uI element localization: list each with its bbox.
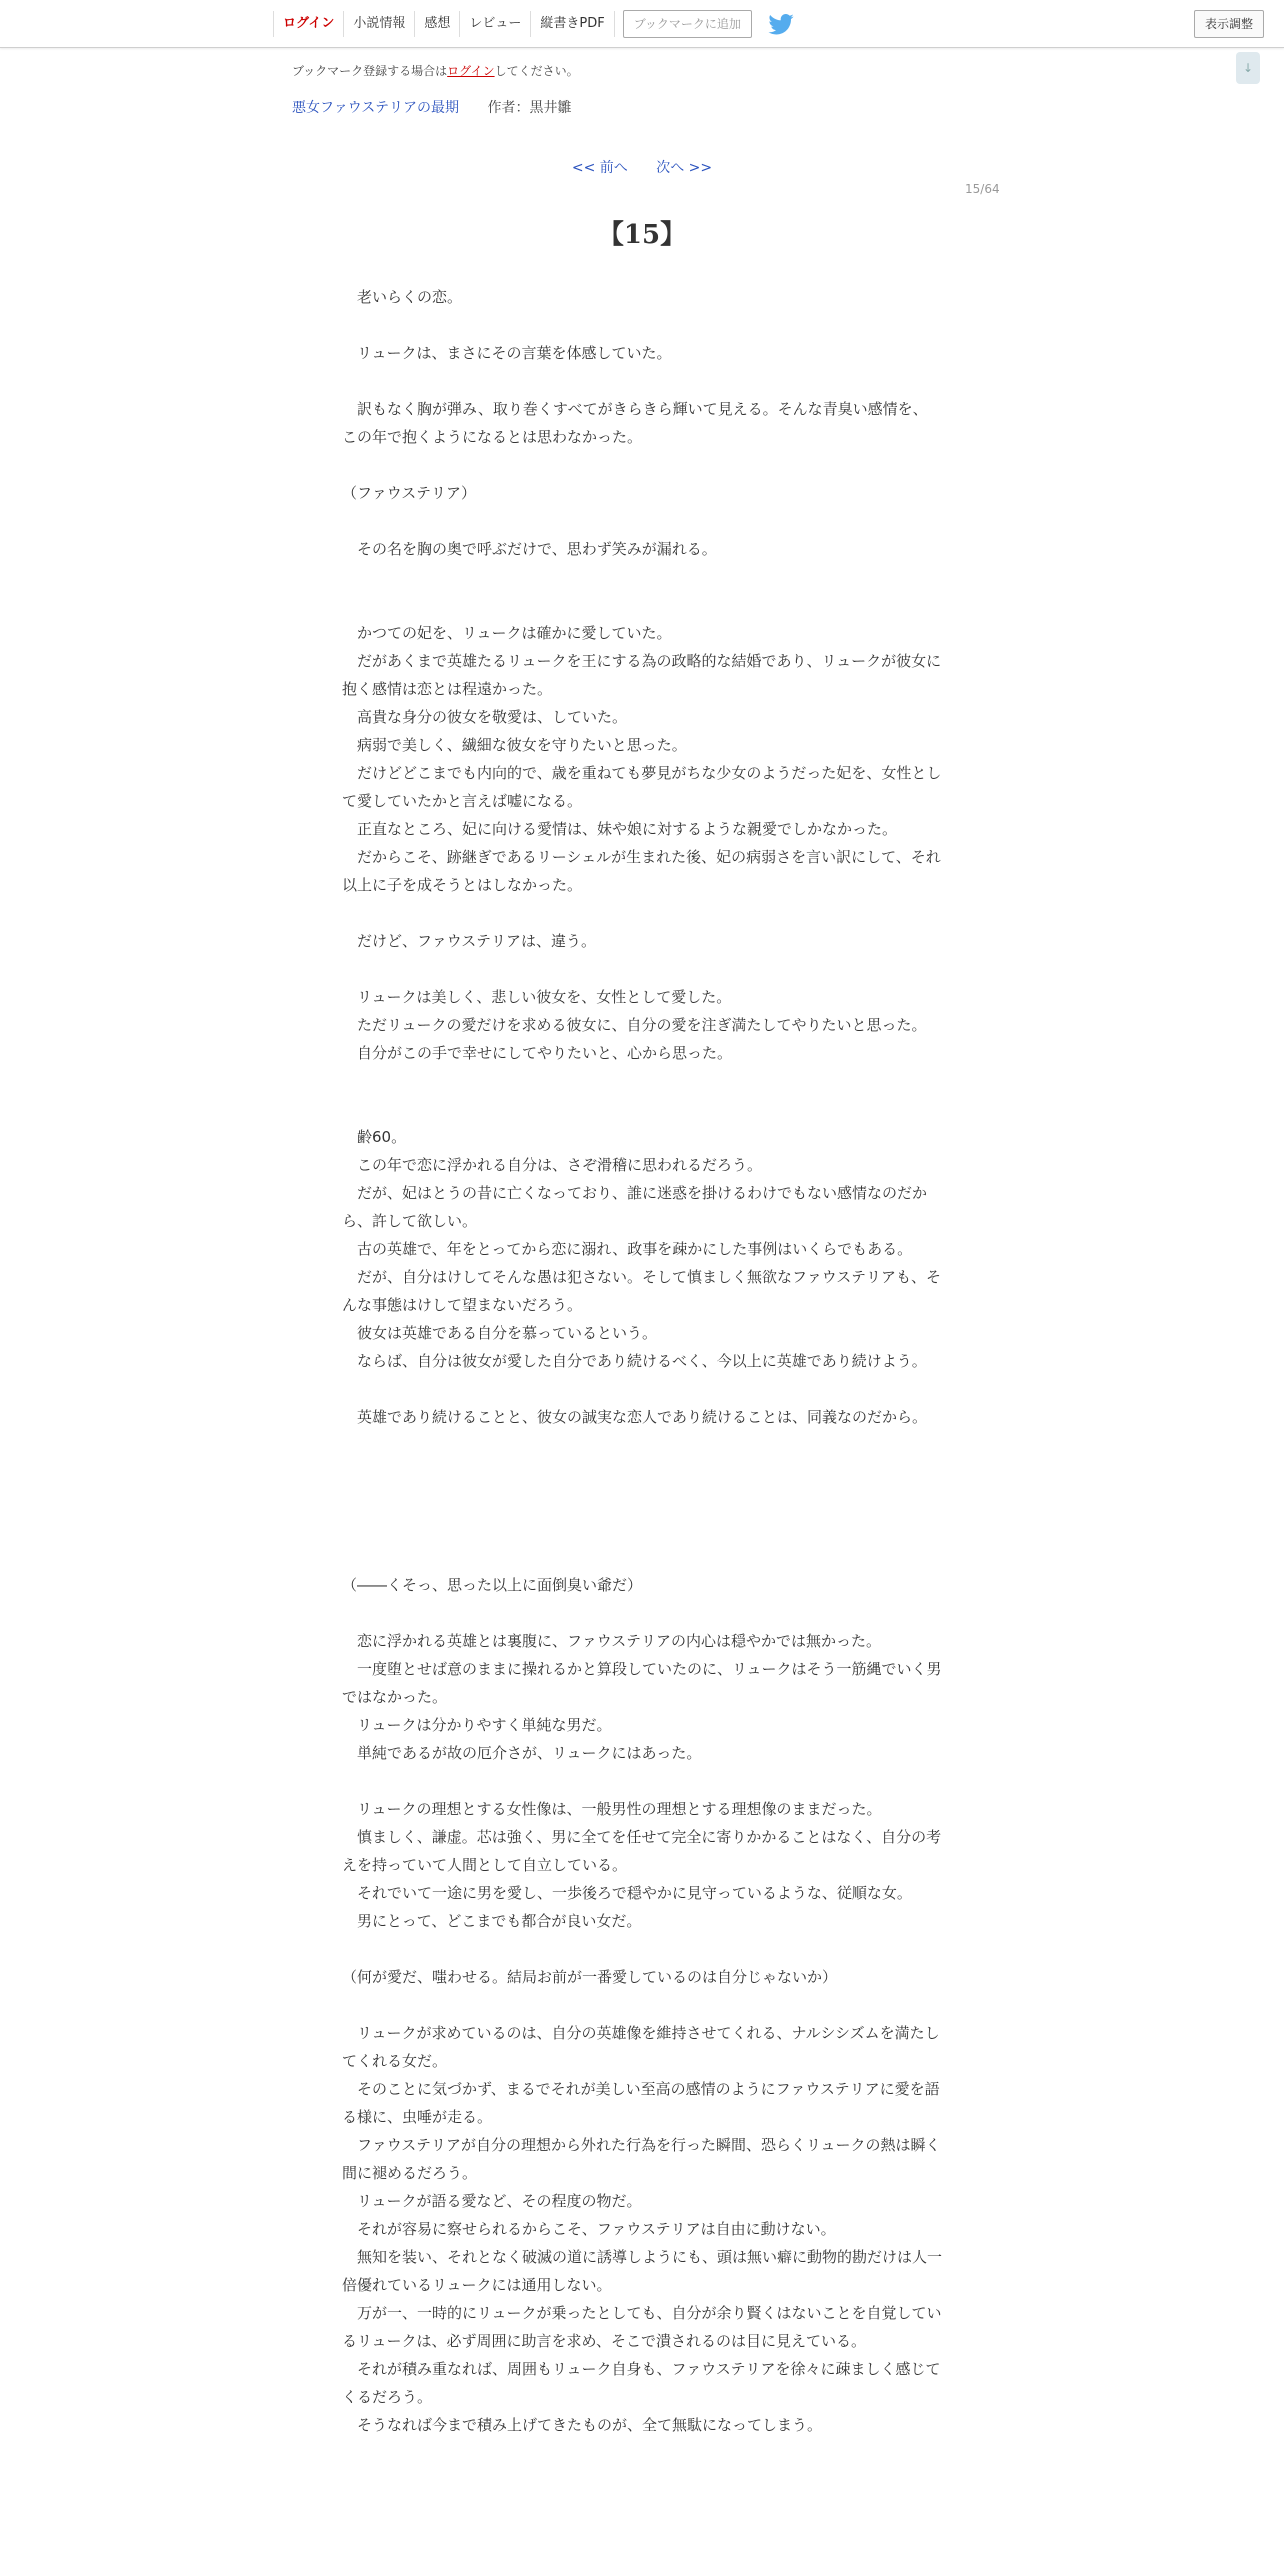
impressions-link[interactable]: 感想: [414, 11, 459, 37]
novel-title-row: [292, 97, 571, 117]
author-name: 作者：黒井雛: [487, 100, 572, 116]
vertical-pdf-link[interactable]: 縦書きPDF: [530, 11, 614, 37]
chapter-pager: [0, 157, 1284, 177]
scroll-down-icon[interactable]: ↓: [1236, 52, 1260, 84]
chapter-title: 【15】: [597, 220, 687, 250]
prev-chapter-link[interactable]: << 前へ: [571, 160, 628, 176]
notice-suffix: してください。: [494, 64, 579, 78]
chapter-body-text: 老いらくの恋。 リュークは、まさにその言葉を体感していた。 訳もなく胸が弾み、取り巻くすべてがきらきら輝いて見える。そんな青臭い感情を、この年で抱くようになるとは思わなかった。 （ファウステリア） その名を胸の奥で呼ぶだけで、思わず笑みが漏れる。 かつての妃を、リュークは確かに愛していた。 だがあくまで英雄たるリュークを王にする為の政略的な結婚であり、リュークが彼女に抱く感情は恋とは程遠かった。 高貴な身分の彼女を敬愛は、していた。 病弱で美しく、繊細な彼女を守りたいと思った。 だけどどこまでも内向的で、歳を重ねても夢見がちな少女のようだった妃を、女性として愛していたかと言えば嘘になる。 正直なところ、妃に向ける愛情は、妹や娘に対するような親愛でしかなかった。 だからこそ、跡継ぎであるリーシェルが生まれた後、妃の病弱さを言い訳にして、それ以上に子を成そうとはしなかった。 だけど、ファウステリアは、違う。 リュークは美しく、悲しい彼女を、女性として愛した。 ただリュークの愛だけを求める彼女に、自分の愛を注ぎ満たしてやりたいと思った。 自分がこの手で幸せにしてやりたいと、心から思った。 齢60。 この年で恋に浮かれる自分は、さぞ滑稽に思われるだろう。 だが、妃はとうの昔に亡くなっており、誰に迷惑を掛けるわけでもない感情なのだから、許して欲しい。 古の英雄で、年をとってから恋に溺れ、政事を疎かにした事例はいくらでもある。 だが、自分はけしてそんな愚は犯さない。そして慎ましく無欲なファウステリアも、そんな事態はけして望まないだろう。 彼女は英雄である自分を慕っているという。 ならば、自分は彼女が愛した自分であり続けるべく、今以上に英雄であり続けよう。 英雄であり続けることと、彼女の誠実な恋人であり続けることは、同義なのだから。 （――くそっ、思った以上に面倒臭い爺だ） 恋に浮かれる英雄とは裏腹に、ファウステリアの内心は穏やかでは無かった。 一度堕とせば意のままに操れるかと算段していたのに、リュークはそう一筋縄でいく男ではなかった。 リュークは分かりやすく単純な男だ。 単純であるが故の厄介さが、リュークにはあった。 リュークの理想とする女性像は、一般男性の理想とする理想像のままだった。 慎ましく、謙虚。芯は強く、男に全てを任せて完全に寄りかかることはなく、自分の考えを持っていて人間として自立している。 それでいて一途に男を愛し、一歩後ろで穏やかに見守っているような、従順な女。 男にとって、どこまでも都合が良い女だ。 （何が愛だ、嗤わせる。結局お前が一番愛しているのは自分じゃないか） リュークが求めているのは、自分の英雄像を維持させてくれる、ナルシシズムを満たしてくれる女だ。 そのことに気づかず、まるでそれが美しい至高の感情のようにファウステリアに愛を語る様に、虫唾が走る。 ファウステリアが自分の理想から外れた行為を行った瞬間、恐らくリュークの熱は瞬く間に褪めるだろう。 リュークが語る愛など、その程度の物だ。 それが容易に察せられるからこそ、ファウステリアは自由に動けない。 無知を装い、それとなく破滅の道に誘導しようにも、頭は無い癖に動物的勘だけは人一倍優れているリュークには通用しない。 万が一、一時的にリュークが乗ったとしても、自分が余り賢くはないことを自覚しているリュークは、必ず周囲に助言を求め、そこで潰されるのは目に見えている。 それが積み重なれば、周囲もリューク自身も、ファウステリアを徐々に疎ましく感じてくるだろう。 そうなれば今まで積み上げてきたものが、全て無駄になってしまう。: [342, 288, 943, 2434]
novel-info-link[interactable]: 小説情報: [343, 11, 414, 37]
main-nav: [273, 10, 794, 38]
login-link[interactable]: ログイン: [273, 11, 343, 37]
novel-title-link[interactable]: 悪女ファウステリアの最期: [292, 100, 460, 116]
twitter-icon[interactable]: [768, 13, 794, 35]
bookmark-login-notice: [292, 62, 579, 79]
display-settings-button[interactable]: 表示調整: [1194, 10, 1264, 38]
add-bookmark-button[interactable]: ブックマークに追加: [623, 10, 752, 38]
notice-prefix: ブックマーク登録する場合は: [292, 64, 448, 78]
notice-login-link[interactable]: ログイン: [447, 64, 495, 78]
page-number: 15/64: [965, 182, 1000, 196]
top-navigation-bar: [0, 0, 1284, 48]
next-chapter-link[interactable]: 次へ >>: [656, 160, 713, 176]
review-link[interactable]: レビュー: [459, 11, 530, 37]
